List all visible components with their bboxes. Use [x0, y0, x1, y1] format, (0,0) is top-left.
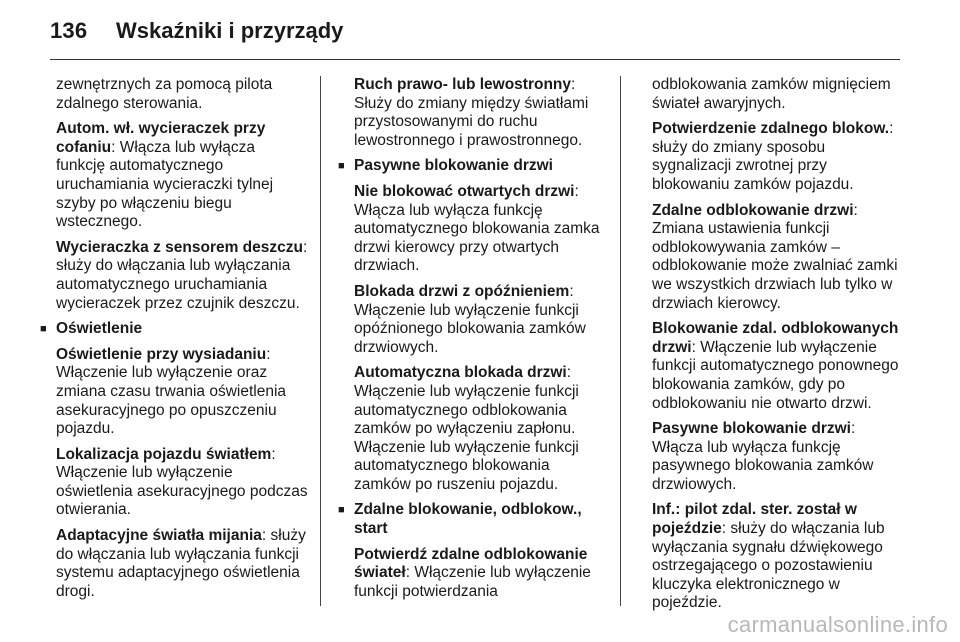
- setting-item-reverse-wiper: [56, 120, 308, 232]
- section-heading-lighting: [40, 320, 308, 339]
- setting-label: Wycieraczka z sensorem deszczu: [56, 238, 303, 256]
- column-divider-1: [320, 76, 321, 606]
- setting-description: : Włącza lub wyłącza funkcję automatycznego uruchamiania wycieraczki tylnej szyby po włączeniu biegu wstecznego.: [56, 138, 274, 231]
- setting-item-remote-unlock-light-feedback: [354, 546, 606, 602]
- setting-label: Adaptacyjne światła mijania: [56, 527, 262, 545]
- setting-item-vehicle-locator-lights: [56, 446, 308, 520]
- setting-item-relock-unlocked-doors: [652, 320, 904, 413]
- setting-description: : służy do włączania lub wyłączania automatycznego uruchamiania wycieraczek przez czujnik deszczu.: [56, 238, 308, 312]
- setting-label: Blokowanie zdal. odblokowanych drzwi: [652, 320, 899, 356]
- header-divider: [50, 59, 900, 60]
- setting-description: : służy do zmiany sposobu sygnalizacji zwrotnej przy blokowaniu zamków pojazdu.: [652, 120, 894, 193]
- setting-label: Automatyczna blokada drzwi: [354, 364, 567, 382]
- setting-item-delayed-door-lock: [354, 283, 606, 357]
- setting-item-remote-lock-feedback: [652, 120, 904, 194]
- setting-description: : Włączenie lub wyłączenie funkcji potwierdzania: [354, 564, 591, 600]
- section-heading-label: Oświetlenie: [56, 320, 143, 338]
- setting-description: : Włączenie lub wyłączenie oświetlenia asekuracyjnego podczas otwierania.: [56, 445, 308, 519]
- paragraph-continuation: zewnętrznych za pomocą pilota zdalnego sterowania.: [56, 76, 273, 112]
- setting-item-open-door-anti-lockout: [354, 183, 606, 276]
- setting-label: Autom. wł. wycieraczek przy cofaniu: [56, 120, 266, 156]
- setting-item-remote-door-unlock: [652, 202, 904, 314]
- setting-description: : Włączenie lub wyłączenie funkcji opóźnionego blokowania zamków drzwiowych.: [354, 282, 586, 356]
- paragraph-continuation: odblokowania zamków mignięciem świateł awaryjnych.: [652, 76, 891, 112]
- setting-item-traffic-side: [354, 76, 606, 150]
- setting-item-exit-lighting: [56, 346, 308, 439]
- page-number: 136: [50, 18, 88, 43]
- setting-description: : Służy do zmiany między światłami przystosowanymi do ruchu lewostronnego i prawostronnego.: [354, 76, 589, 149]
- page-title: Wskaźniki i przyrządy: [116, 18, 344, 43]
- setting-description: : Włącza lub wyłącza funkcję pasywnego blokowania zamków drzwiowych.: [652, 420, 874, 493]
- setting-item-rain-sensor: [56, 239, 308, 313]
- bullet-square-icon: ■: [40, 323, 47, 336]
- setting-description: : Zmiana ustawienia funkcji odblokowywania zamków – odblokowanie może zwalniać zamki we wszystkich drzwiach lub tylko w drzwiach kierowcy.: [652, 201, 898, 312]
- setting-label: Ruch prawo- lub lewostronny: [354, 76, 572, 93]
- setting-item-passive-door-locking: [652, 420, 904, 494]
- bullet-square-icon: ■: [338, 504, 345, 517]
- column-2: [338, 76, 606, 608]
- section-heading-passive-locking: [338, 157, 606, 176]
- column-1: [40, 76, 308, 608]
- setting-description: : Włączenie lub wyłączenie funkcji automatycznego odblokowania zamków po wyłączeniu zapłonu. Włączenie lub wyłączenie funkcji automatycznego blokowania zamków po ruszeniu pojazdu.: [354, 364, 579, 493]
- section-heading-label: Zdalne blokowanie, odblokow., start: [354, 501, 582, 538]
- setting-item-auto-door-lock: [354, 364, 606, 494]
- setting-label: Lokalizacja pojazdu światłem: [56, 445, 272, 463]
- setting-description: : Włączenie lub wyłączenie funkcji automatycznego ponownego blokowania zamków, gdy po odblokowaniu nie otwarto drzwi.: [652, 338, 899, 412]
- setting-label: Potwierdzenie zdalnego blokow.: [652, 120, 890, 138]
- section-heading-remote-locking: [338, 501, 606, 538]
- page-header: [0, 0, 960, 62]
- setting-description: : Włącza lub wyłącza funkcję automatycznego blokowania zamka drzwi kierowcy przy otwartych drzwiach.: [354, 182, 600, 275]
- setting-item-key-left-in-vehicle-alert: [652, 501, 904, 613]
- setting-description: : służy do włączania lub wyłączania funkcji systemu adaptacyjnego oświetlenia drogi.: [56, 527, 306, 600]
- bullet-square-icon: ■: [338, 160, 345, 173]
- setting-item-adaptive-lights: [56, 527, 308, 601]
- column-divider-2: [620, 76, 621, 606]
- setting-label: Inf.: pilot zdal. ster. został w pojeździe: [652, 501, 857, 538]
- setting-label: Oświetlenie przy wysiadaniu: [56, 345, 267, 363]
- setting-description: : Włączenie lub wyłączenie oraz zmiana czasu trwania oświetlenia asekuracyjnego po opuszczeniu pojazdu.: [56, 345, 287, 438]
- setting-label: Blokada drzwi z opóźnieniem: [354, 282, 570, 300]
- section-heading-label: Pasywne blokowanie drzwi: [354, 157, 553, 175]
- watermark: carmanualsonline.info: [727, 612, 948, 637]
- setting-label: Potwierdź zdalne odblokowanie świateł: [354, 545, 588, 582]
- setting-label: Zdalne odblokowanie drzwi: [652, 201, 854, 219]
- setting-label: Nie blokować otwartych drzwi: [354, 182, 575, 200]
- setting-description: : służy do włączania lub wyłączania sygnału dźwiękowego ostrzegającego o pozostawieniu kluczyka elektronicznego w pojeździe.: [652, 520, 885, 612]
- setting-label: Pasywne blokowanie drzwi: [652, 420, 851, 438]
- column-3: [652, 76, 904, 620]
